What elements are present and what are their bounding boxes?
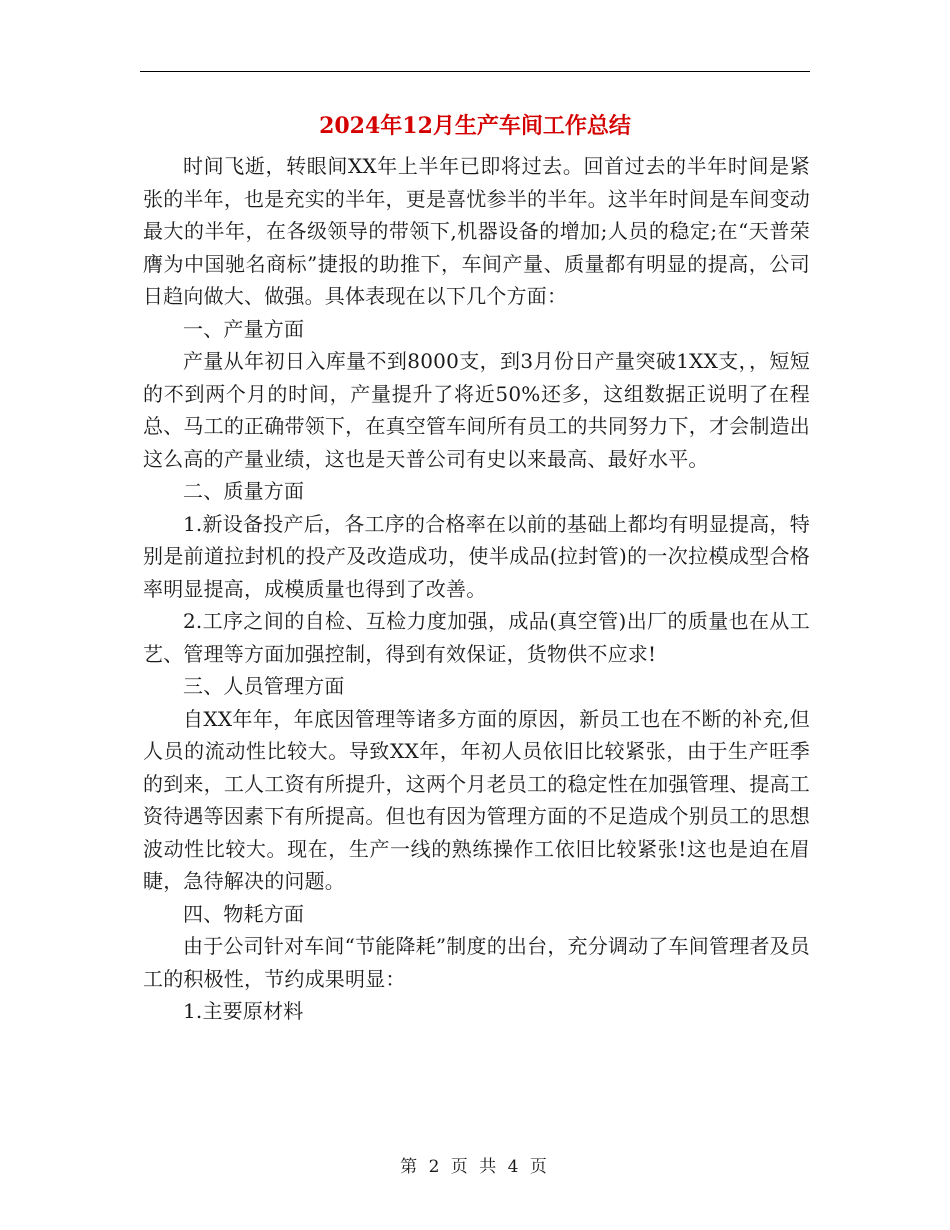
- section-heading-personnel: 三、人员管理方面: [183, 674, 345, 698]
- quality-item-1: 1.新设备投产后，各工序的合格率在以前的基础上都均有明显提高，特别是前道拉封机的投产及改造成功，使半成品(拉封管)的一次拉模成型合格率明显提高，成模质量也得到了改善。: [143, 511, 810, 601]
- section-heading-quality: 二、质量方面: [183, 479, 305, 503]
- quality-item-2: 2.工序之间的自检、互检力度加强，成品(真空管)出厂的质量也在从工艺、管理等方面加强控制，得到有效保证，货物供不应求!: [143, 609, 810, 666]
- document-title: 2024年12月生产车间工作总结: [319, 113, 631, 139]
- personnel-paragraph: 自XX年年，年底因管理等诸多方面的原因，新员工也在不断的补充,但人员的流动性比较大。导致XX年，年初人员依旧比较紧张，由于生产旺季的到来，工人工资有所提升，这两个月老员工的稳定性在加强管理、提高工资待遇等因素下有所提高。但也有因为管理方面的不足造成个别员工的思想波动性比较大。现在，生产一线的熟练操作工依旧比较紧张!这也是迫在眉睫，急待解决的问题。: [143, 706, 810, 893]
- intro-paragraph: 时间飞逝，转眼间XX年上半年已即将过去。回首过去的半年时间是紧张的半年，也是充实的半年，更是喜忧参半的半年。这半年时间是车间变动最大的半年，在各级领导的带领下,机器设备的增加;人员的稳定;在“天普荣膺为中国驰名商标”捷报的助推下，车间产量、质量都有明显的提高，公司日趋向做大、做强。具体表现在以下几个方面：: [143, 154, 810, 308]
- header-rule: [140, 71, 810, 72]
- document-body: [143, 150, 810, 1028]
- materials-paragraph: 由于公司针对车间“节能降耗”制度的出台，充分调动了车间管理者及员工的积极性，节约成果明显：: [143, 934, 810, 991]
- section-heading-output: 一、产量方面: [183, 316, 305, 341]
- section-heading-materials: 四、物耗方面: [183, 901, 305, 926]
- page-footer: 第 2 页 共 4 页: [400, 1157, 550, 1177]
- materials-item-1: 1.主要原材料: [183, 999, 304, 1023]
- output-paragraph: 产量从年初日入库量不到8000支，到3月份日产量突破1XX支，，短短的不到两个月的时间，产量提升了将近50%还多，这组数据正说明了在程总、马工的正确带领下，在真空管车间所有员工的共同努力下，才会制造出这么高的产量业绩，这也是天普公司有史以来最高、最好水平。: [143, 349, 810, 471]
